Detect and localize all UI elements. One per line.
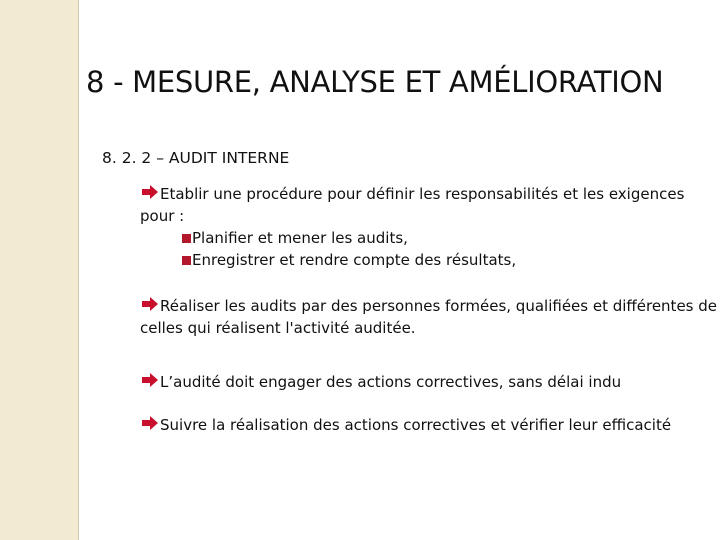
- left-decorative-band: [0, 0, 79, 540]
- bullet-item-corrective-actions: [140, 371, 715, 393]
- bullet-item-auditors: [140, 295, 715, 339]
- bullet-item-procedure: [140, 183, 715, 271]
- section-subtitle: 8. 2. 2 – AUDIT INTERNE: [102, 149, 290, 167]
- slide-title: 8 - MESURE, ANALYSE ET AMÉLIORATION: [86, 65, 664, 99]
- red-square-icon: [182, 234, 191, 243]
- bullet-item-follow-up: [140, 414, 715, 436]
- sub-bullet-text: Planifier et mener les audits,: [192, 229, 408, 247]
- bullet-text: L’audité doit engager des actions correctives, sans délai indu: [160, 373, 622, 391]
- bullet-text: Suivre la réalisation des actions correctives et vérifier leur efficacité: [160, 416, 672, 434]
- red-square-icon: [182, 256, 191, 265]
- red-arrow-icon: [142, 373, 158, 387]
- sub-bullet-text: Enregistrer et rendre compte des résultats,: [192, 251, 517, 269]
- bullet-text-continuation: celles qui réalisent l'activité auditée.: [140, 319, 416, 337]
- bullet-text-continuation: pour :: [140, 207, 185, 225]
- bullet-text: Réaliser les audits par des personnes formées, qualifiées et différentes de: [160, 297, 717, 315]
- red-arrow-icon: [142, 297, 158, 311]
- red-arrow-icon: [142, 185, 158, 199]
- bullet-text: Etablir une procédure pour définir les responsabilités et les exigences: [160, 185, 685, 203]
- sub-bullet-item: [140, 227, 715, 249]
- sub-bullet-item: [140, 249, 715, 271]
- red-arrow-icon: [142, 416, 158, 430]
